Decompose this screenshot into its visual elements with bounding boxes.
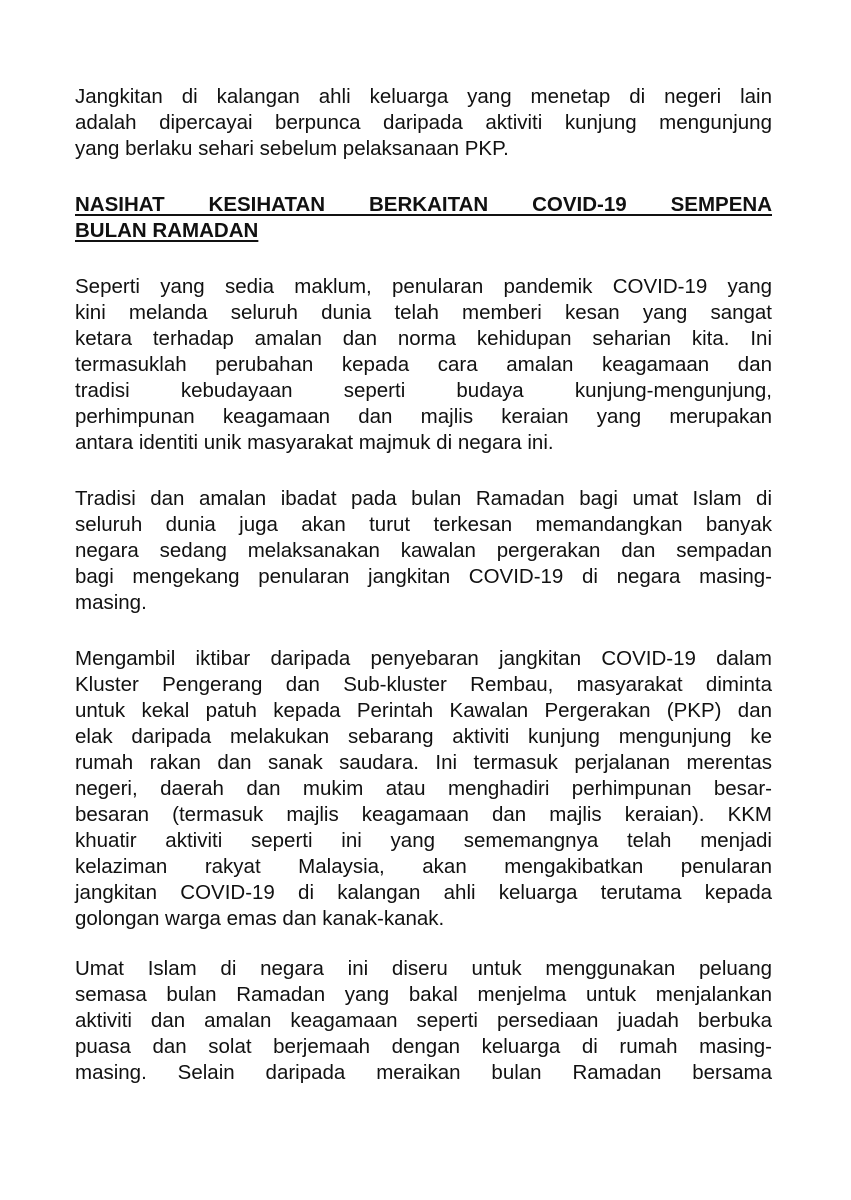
text-line: perhimpunan keagamaan dan majlis keraian yang merupakan (75, 405, 772, 428)
paragraph-family-infection (75, 84, 772, 162)
text-line: negara sedang melaksanakan kawalan pergerakan dan sempadan (75, 539, 772, 562)
text-line: seluruh dunia juga akan turut terkesan memandangkan banyak (75, 513, 772, 536)
text-line: tradisi kebudayaan seperti budaya kunjung-mengunjung, (75, 379, 772, 402)
text-line: ketara terhadap amalan dan norma kehidupan seharian kita. Ini (75, 327, 772, 350)
text-line: masing. Selain daripada meraikan bulan Ramadan bersama (75, 1061, 772, 1084)
text-line: Umat Islam di negara ini diseru untuk menggunakan peluang (75, 957, 772, 980)
paragraph-ramadan-tradition (75, 486, 772, 616)
text-line: Jangkitan di kalangan ahli keluarga yang menetap di negeri lain (75, 85, 772, 108)
paragraph-ramadan-advice (75, 956, 772, 1086)
text-line: puasa dan solat berjemaah dengan keluarga di rumah masing- (75, 1035, 772, 1058)
text-line: termasuklah perubahan kepada cara amalan keagamaan dan (75, 353, 772, 376)
text-line: Tradisi dan amalan ibadat pada bulan Ramadan bagi umat Islam di (75, 487, 772, 510)
text-line: kelaziman rakyat Malaysia, akan mengakibatkan penularan (75, 855, 772, 878)
heading-line: BULAN RAMADAN (75, 219, 259, 242)
text-line: negeri, daerah dan mukim atau menghadiri perhimpunan besar- (75, 777, 772, 800)
text-line: yang berlaku sehari sebelum pelaksanaan PKP. (75, 137, 509, 160)
text-line: besaran (termasuk majlis keagamaan dan majlis keraian). KKM (75, 803, 772, 826)
text-line: masing. (75, 591, 147, 614)
text-line: bagi mengekang penularan jangkitan COVID-19 di negara masing- (75, 565, 772, 588)
text-line: golongan warga emas dan kanak-kanak. (75, 907, 445, 930)
text-line: Seperti yang sedia maklum, penularan pandemik COVID-19 yang (75, 275, 772, 298)
section-heading (75, 192, 772, 244)
text-line: jangkitan COVID-19 di kalangan ahli keluarga terutama kepada (75, 881, 772, 904)
text-line: Mengambil iktibar daripada penyebaran jangkitan COVID-19 dalam (75, 647, 772, 670)
text-line: adalah dipercayai berpunca daripada aktiviti kunjung mengunjung (75, 111, 772, 134)
paragraph-pandemic-impact (75, 274, 772, 456)
text-line: aktiviti dan amalan keagamaan seperti persediaan juadah berbuka (75, 1009, 772, 1032)
text-line: untuk kekal patuh kepada Perintah Kawalan Pergerakan (PKP) dan (75, 699, 772, 722)
text-line: rumah rakan dan sanak saudara. Ini termasuk perjalanan merentas (75, 751, 772, 774)
document-body (75, 84, 772, 1086)
text-line: khuatir aktiviti seperti ini yang sememangnya telah menjadi (75, 829, 772, 852)
text-line: elak daripada melakukan sebarang aktiviti kunjung mengunjung ke (75, 725, 772, 748)
heading-line: NASIHAT KESIHATAN BERKAITAN COVID-19 SEMPENA (75, 193, 772, 216)
text-line: kini melanda seluruh dunia telah memberi kesan yang sangat (75, 301, 772, 324)
paragraph-cluster-lessons (75, 646, 772, 932)
text-line: antara identiti unik masyarakat majmuk di negara ini. (75, 431, 554, 454)
text-line: semasa bulan Ramadan yang bakal menjelma untuk menjalankan (75, 983, 772, 1006)
text-line: Kluster Pengerang dan Sub-kluster Rembau, masyarakat diminta (75, 673, 772, 696)
